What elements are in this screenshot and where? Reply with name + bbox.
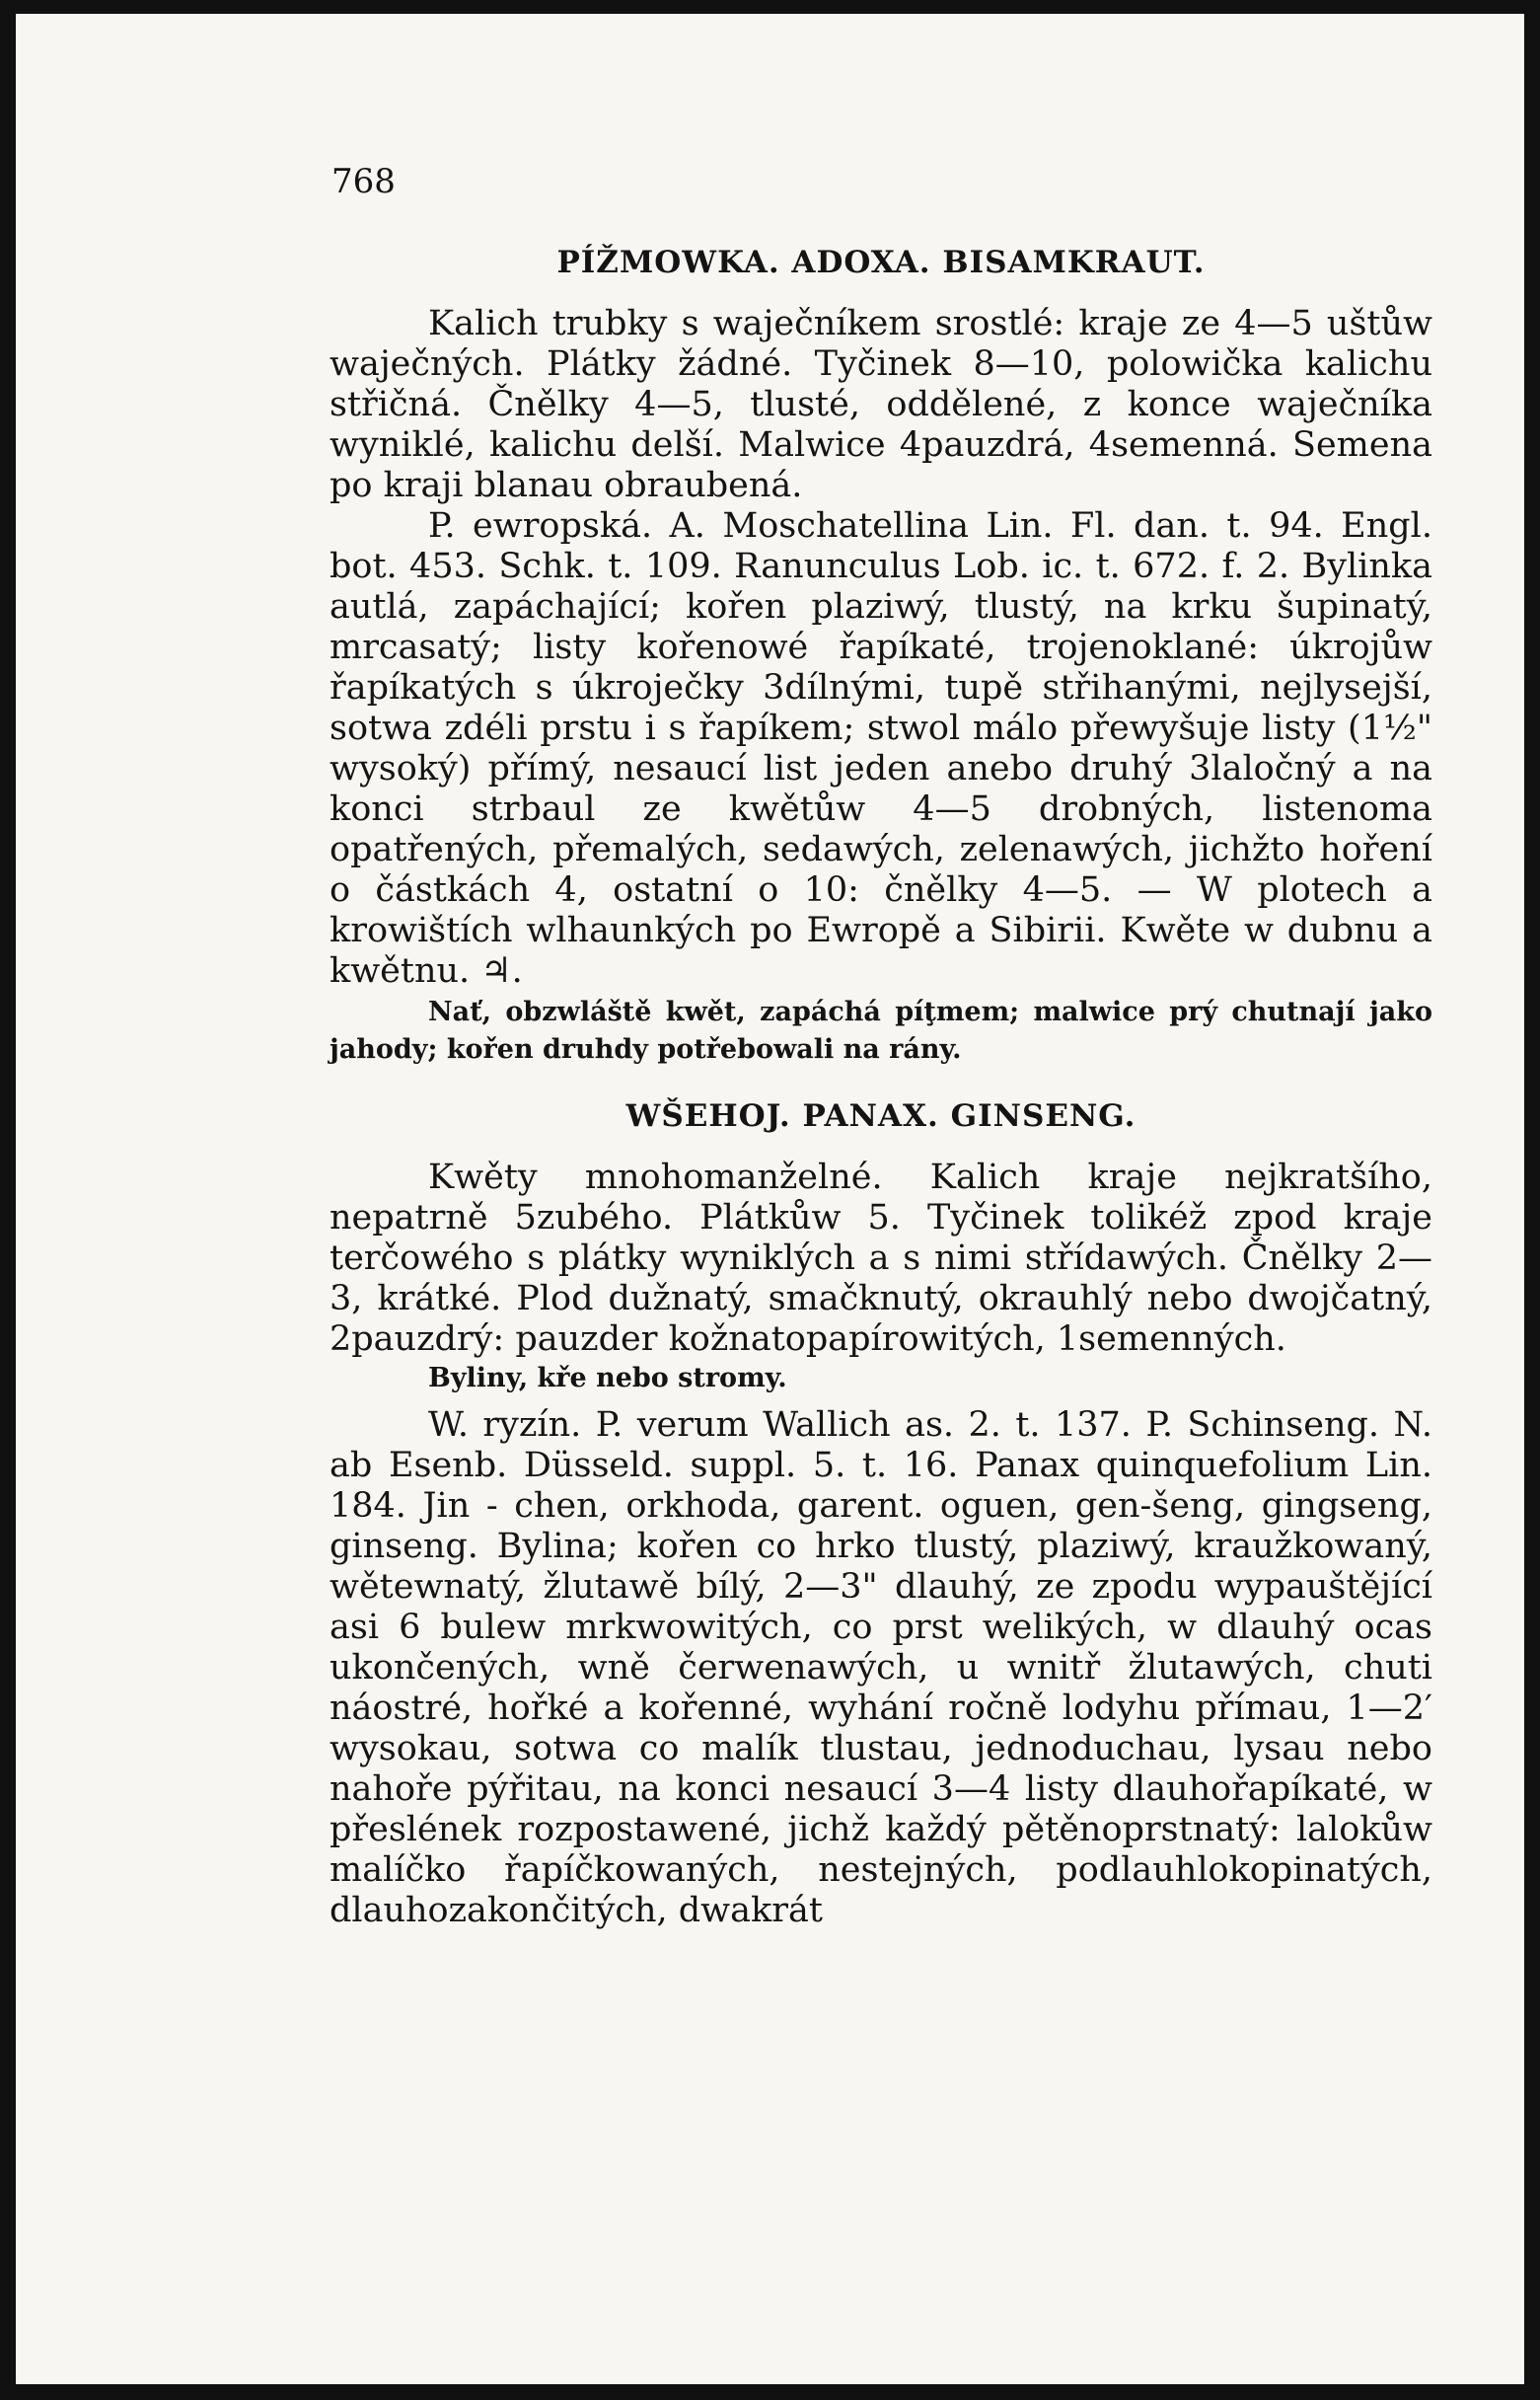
genus-heading-panax: WŠEHOJ. PANAX. GINSENG. [625, 1098, 1137, 1134]
genus-description-adoxa: Kalich trubky s waječníkem srostlé: kraje ze 4—5 uštůw waječných. Plátky žádné. Tyčinek 8—10, polowička kalichu střičná. Čnělky 4—5, tlusté, oddělené, z konce waječníka wyniklé, kalichu delší. Malwice 4pauzdrá, 4semenná. Semena po kraji blanau obraubená. [330, 304, 1432, 505]
genus-heading-adoxa: PÍŽMOWKA. ADOXA. BISAMKRAUT. [556, 245, 1206, 280]
page-number: 768 [331, 162, 396, 201]
species-entry-panax: W. ryzín. P. verum Wallich as. 2. t. 137. P. Schinseng. N. ab Esenb. Düsseld. suppl. 5. t. 16. Panax quinquefolium Lin. 184. Jin - chen, orkhoda, garent. oguen, gen-šeng, gingseng, ginseng. Bylina; kořen co hrko tlustý, plaziwý, kraužkowaný, wětewnatý, žlutawě bílý, 2—3" dlauhý, ze zpodu wypauštějící asi 6 bulew mrkwowitých, co prst welikých, w dlauhý ocas ukončených, wně čerwenawých, u wnitř žlutawých, chuti náostré, hořké a kořenné, wyhání ročně lodyhu přímau, 1—2′ wysokau, sotwa co malík tlustau, jednoduchau, lysau nebo nahoře pýřitau, na konci nesaucí 3—4 listy dlauhořapíkaté, w přeslének rozpostawené, jichž každý pětěnoprstnatý: lalokůw malíčko řapíčkowaných, nestejných, podlauhlokopinatých, dlauhozakončitých, dwakrát [330, 1405, 1432, 1930]
usage-note-adoxa: Nať, obzwláště kwět, zapáchá píţmem; malwice prý chutnají jako jahody; kořen druhdy potřebowali na rány. [330, 997, 1432, 1065]
species-entry-adoxa: P. ewropská. A. Moschatellina Lin. Fl. dan. t. 94. Engl. bot. 453. Schk. t. 109. Ranunculus Lob. ic. t. 672. f. 2. Bylinka autlá, zapáchající; kořen plaziwý, tlustý, na krku šupinatý, mrcasatý; listy kořenowé řapíkaté, trojenoklané: úkrojůw řapíkatých s úkroječky 3dílnými, tupě střihanými, nejlysejší, sotwa zdéli prstu i s řapíkem; stwol málo přewyšuje listy (1½" wysoký) přímý, nesaucí list jeden anebo druhý 3laločný a na konci strbaul ze kwětůw 4—5 drobných, listenoma opatřených, přemalých, sedawých, zelenawých, jichžto hoření o částkách 4, ostatní o 10: čnělky 4—5. — W plotech a krowištích wlhaunkých po Ewropě a Sibirii. Kwěte w dubnu a kwětnu. ♃. [330, 506, 1432, 991]
genus-description-panax: Kwěty mnohomanželné. Kalich kraje nejkratšího, nepatrně 5zubého. Plátkůw 5. Tyčinek tolikéž zpod kraje terčowého s plátky wyniklých a s nimi střídawých. Čnělky 2—3, krátké. Plod dužnatý, smačknutý, okrauhlý nebo dwojčatný, 2pauzdrý: pauzder kožnatopapírowitých, 1semenných. [330, 1158, 1432, 1359]
page-content [330, 162, 1432, 1931]
book-page [16, 14, 1524, 2384]
habit-note-panax: Byliny, kře nebo stromy. [428, 1363, 787, 1393]
